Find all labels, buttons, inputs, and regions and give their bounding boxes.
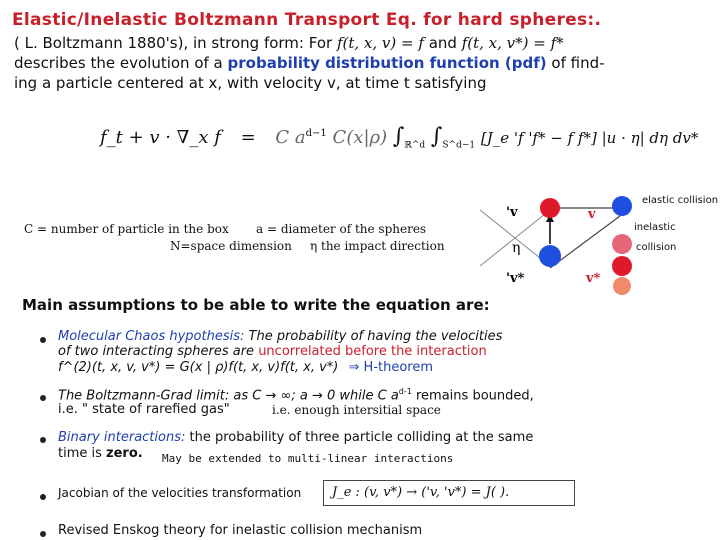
binary-time-is: time is [58, 446, 102, 461]
def-a: a = diameter of the spheres [256, 222, 427, 236]
h-theorem: ⇒ H-theorem [348, 360, 434, 375]
label-v-prime: 'v [506, 205, 518, 220]
label-eta: η [512, 240, 521, 256]
bullet-3-line-1 [58, 430, 533, 445]
legend-inelastic: inelastic [634, 222, 676, 233]
enskog-label: Revised Enskog theory for inelastic collision mechanism [58, 523, 423, 538]
bullet-dot-1 [40, 337, 46, 343]
jacobian-formula: J_e : (v, v*) → ('v, 'v*) = J( ). [332, 485, 510, 500]
bullet-1-line-1 [58, 329, 502, 344]
label-vstar-prime: 'v* [506, 271, 525, 286]
bullet-1-line-2 [58, 344, 487, 359]
bullet-2-line-1 [58, 387, 534, 403]
equation-rhs-a: C a [275, 127, 306, 148]
jacobian-label: Jacobian of the velocities transformation [58, 486, 302, 500]
inelastic-arrow-line [550, 216, 620, 268]
boltzmann-grad-cond: as C → ∞; a → 0 while C a [233, 388, 399, 404]
jacobian-box [323, 480, 575, 506]
sphere-pink-inelastic [612, 234, 632, 254]
intro-pdf: probability distribution function (pdf) [227, 54, 547, 72]
binary-interactions-text: the probability of three particle colliding at the same [189, 430, 534, 445]
interstitial-note: i.e. enough intersitial space [272, 403, 441, 417]
intro-line-3: ing a particle centered at x, with velocity v, at time t satisfying [14, 74, 487, 92]
slide-title: Elastic/Inelastic Boltzmann Transport Eq. for hard spheres:. [12, 10, 602, 30]
equation-integral-2: ∫ [430, 124, 443, 149]
intro-line-1 [14, 34, 564, 52]
bullet-dot-5 [40, 531, 46, 537]
multilinear-note: May be extended to multi-linear interactions [162, 452, 454, 465]
def-n: N=space dimension [170, 239, 292, 253]
sphere-blue-bottom [539, 245, 561, 267]
boltzmann-grad-bounded: remains bounded, [416, 388, 534, 404]
binary-zero: zero. [106, 446, 143, 461]
bullet-dot-3 [40, 437, 46, 443]
legend-collision: collision [636, 242, 677, 253]
bullet-dot-2 [40, 395, 46, 401]
sphere-blue-elastic [612, 196, 632, 216]
bullet-1-line-3 [58, 360, 433, 375]
equation-sub-1: ℝ^d [404, 140, 426, 151]
equation-sub-2: S^d−1 [442, 140, 476, 151]
intro-fstar-def: f(t, x, v*) = f* [461, 34, 564, 52]
equation-equals: = [240, 127, 256, 148]
equation-integral-1: ∫ [392, 124, 405, 149]
bullet-dot-4 [40, 494, 46, 500]
sphere-red-inelastic [612, 256, 632, 276]
boltzmann-grad-label: The Boltzmann-Grad limit: [58, 388, 230, 404]
equation-bracket: [J_e 'f 'f* − f f*] |u · η| dη dv* [480, 129, 699, 147]
def-c: C = number of particle in the box [24, 222, 229, 236]
boltzmann-grad-sup: d-1 [398, 387, 412, 396]
intro-and: and [428, 34, 457, 52]
sphere-red-top [540, 198, 560, 218]
bullet-2-line-2: i.e. " state of rarefied gas" [58, 402, 230, 417]
boltzmann-equation [100, 124, 698, 151]
molecular-chaos-text: The probability of having the velocities [248, 329, 503, 344]
intro-describes: describes the evolution of a [14, 54, 223, 72]
intro-f-def: f(t, x, v) = f [336, 34, 424, 52]
sphere-orange-inelastic [613, 277, 631, 295]
binary-interactions-label: Binary interactions: [58, 430, 186, 445]
molecular-chaos-text-2: of two interacting spheres are [58, 344, 255, 359]
equation-rhs-sup: d−1 [305, 128, 327, 139]
legend-elastic: elastic collision [642, 195, 719, 206]
molecular-chaos-label: Molecular Chaos hypothesis: [58, 329, 245, 344]
intro-line-2 [14, 54, 605, 72]
uncorrelated-phrase: uncorrelated before the interaction [258, 344, 487, 359]
def-eta: η the impact direction [310, 239, 445, 253]
assumptions-heading: Main assumptions to be able to write the equation are: [22, 296, 490, 314]
pair-distribution-formula: f^(2)(t, x, v, v*) = G(x | ρ)f(t, x, v)f(t, x, v*) [58, 360, 339, 375]
intro-citation: ( L. Boltzmann 1880's), in strong form: For [14, 34, 333, 52]
equation-rhs-b: C(x|ρ) [332, 127, 388, 148]
label-vstar: v* [586, 271, 601, 286]
intro-of-find: of find- [551, 54, 605, 72]
equation-lhs: f_t + v · ∇_x f [100, 127, 221, 148]
bullet-3-line-2 [58, 446, 143, 461]
label-v: v [588, 207, 596, 222]
